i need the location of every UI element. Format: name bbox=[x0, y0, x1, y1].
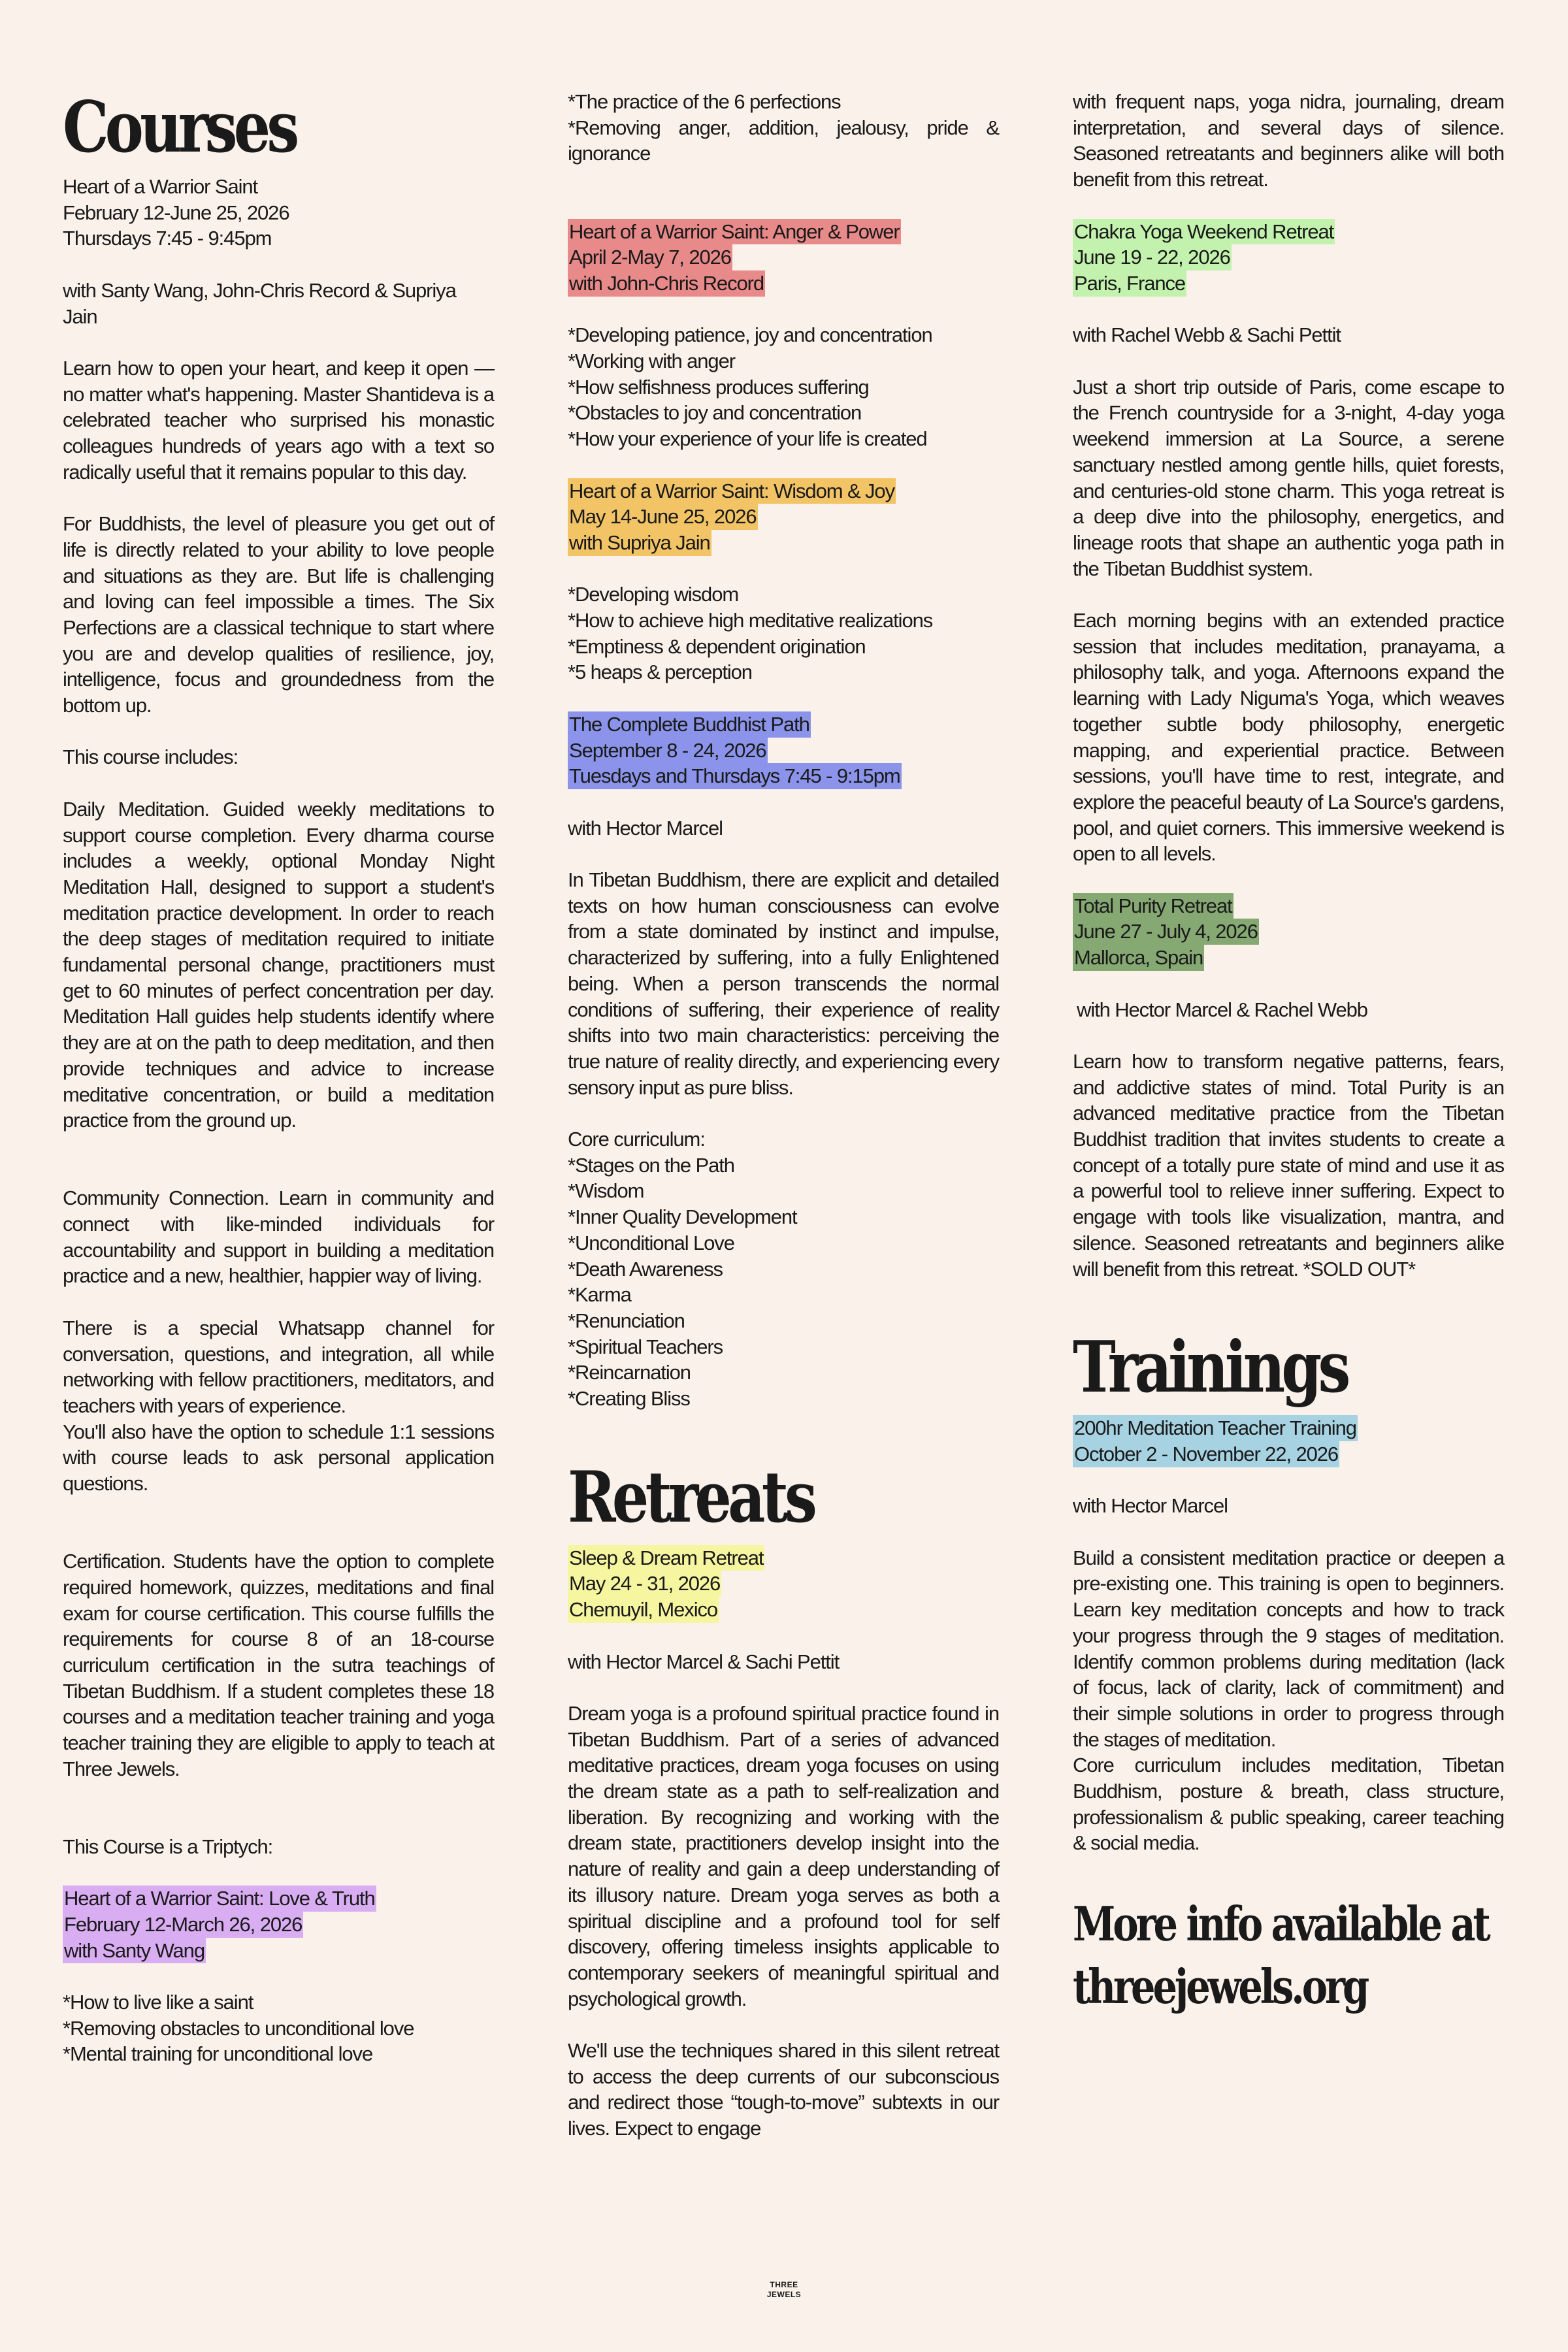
more-info-line-1: More info available at bbox=[1073, 1896, 1488, 1952]
trainings-heading: Trainings bbox=[1073, 1326, 1347, 1409]
sleep-dream-description-1: Dream yoga is a profound spiritual practice found in Tibetan Buddhism. Part of a series of advanced meditative practices, dream yoga focuses on using the dream state as a path to self-realization and liberation. By recognizing and working with the dream state, practitioners develop insight into the nature of reality and gain a deep understanding of its illusory nature. Dream yoga serves as both a spiritual discipline and a profound tool for self discovery, offering timeless insights applicable to contemporary seekers of meaningful spiritual and psychological growth. bbox=[568, 1701, 999, 2010]
list-item: *Unconditional Love bbox=[568, 1231, 734, 1254]
triptych-label: This Course is a Triptych: bbox=[63, 1835, 273, 1858]
total-purity-dates: June 27 - July 4, 2026 bbox=[1073, 919, 1259, 945]
list-item: *Reincarnation bbox=[568, 1361, 691, 1384]
list-item: *Emptiness & dependent origination bbox=[568, 634, 866, 658]
anger-power-title: Heart of a Warrior Saint: Anger & Power bbox=[568, 219, 901, 245]
buddhist-path-description: In Tibetan Buddhism, there are explicit and detailed texts on how human consciousness can evolve from a state dominated by instinct and impulse, characterized by suffering, into a fully Enlightened being. When a person transcends the normal conditions of suffering, their experience of reality shifts into two main characteristics: perceiving the true nature of reality directly, and experiencing every sensory input as pure bliss. bbox=[568, 868, 999, 1099]
sessions-text: You'll also have the option to schedule 1:1 sessions with course leads to ask personal application questions. bbox=[63, 1420, 494, 1495]
anger-power-header bbox=[568, 219, 999, 297]
total-purity-teachers: with Hector Marcel & Rachel Webb bbox=[1077, 998, 1367, 1021]
logo-line-1: THREE bbox=[770, 2280, 798, 2289]
wisdom-joy-list bbox=[568, 581, 999, 685]
total-purity-description: Learn how to transform negative patterns, fears, and addictive states of mind. Total Purity is an advanced meditative practice from the Tibetan Buddhist tradition that invites students to create a concept of a totally pure state of mind and use it as a powerful tool to relieve inner suffering. Expect to engage with tools like visualization, mantra, and silence. Seasoned retreatants and beginners alike will benefit from this retreat. *SOLD OUT* bbox=[1073, 1049, 1504, 1281]
total-purity-header bbox=[1073, 893, 1504, 971]
sleep-dream-location: Chemuyil, Mexico bbox=[568, 1597, 719, 1623]
whatsapp-text: There is a special Whatsapp channel for conversation, questions, and integration, all while networking with fellow practitioners, meditators, and teachers with years of experience. bbox=[63, 1316, 494, 1417]
three-jewels-logo bbox=[764, 2280, 804, 2300]
buddhist-path-title: The Complete Buddhist Path bbox=[568, 711, 811, 738]
column-middle bbox=[568, 89, 999, 2142]
wisdom-joy-teacher: with Supriya Jain bbox=[568, 530, 711, 556]
buddhist-path-dates: September 8 - 24, 2026 bbox=[568, 738, 768, 764]
chakra-yoga-header bbox=[1073, 219, 1504, 297]
list-item: *How selfishness produces suffering bbox=[568, 375, 869, 399]
course-intro-2: For Buddhists, the level of pleasure you get out of life is directly related to your ability to love people and situations as they are. But life is challenging and loving can feel impossible a times. The Six Perfections are a classical technique to start where you are and develop qualities of resilience, joy, intelligence, focus and groundedness from the bottom up. bbox=[63, 512, 494, 717]
course-dates: February 12-June 25, 2026 bbox=[63, 201, 289, 224]
chakra-yoga-title: Chakra Yoga Weekend Retreat bbox=[1073, 219, 1335, 245]
more-info-link[interactable]: threejewels.org bbox=[1073, 1959, 1367, 2015]
core-curriculum-list bbox=[568, 1152, 999, 1412]
chakra-yoga-dates: June 19 - 22, 2026 bbox=[1073, 244, 1232, 270]
teacher-training-teacher: with Hector Marcel bbox=[1073, 1494, 1228, 1518]
list-item: *Removing anger, addition, jealousy, pride & ignorance bbox=[568, 116, 999, 165]
course-header bbox=[63, 174, 494, 252]
list-item: *The practice of the 6 perfections bbox=[568, 90, 841, 113]
course-times: Thursdays 7:45 - 9:45pm bbox=[63, 227, 272, 250]
list-item: *Developing patience, joy and concentration bbox=[568, 323, 932, 347]
buddhist-path-teacher: with Hector Marcel bbox=[568, 816, 723, 840]
buddhist-path-times: Tuesdays and Thursdays 7:45 - 9:15pm bbox=[568, 763, 902, 789]
love-truth-list bbox=[63, 1989, 494, 2067]
list-item: *How to live like a saint bbox=[63, 1991, 253, 2014]
list-item: *Obstacles to joy and concentration bbox=[568, 401, 862, 425]
sleep-dream-description-2: We'll use the techniques shared in this silent retreat to access the deep currents of our subconscious and redirect those “tough-to-move” subtexts in our lives. Expect to engage bbox=[568, 2039, 999, 2140]
list-item: *Wisdom bbox=[568, 1179, 644, 1203]
list-item: *Karma bbox=[568, 1283, 631, 1307]
chakra-yoga-location: Paris, France bbox=[1073, 270, 1186, 297]
list-item: *Removing obstacles to unconditional love bbox=[63, 2016, 414, 2040]
total-purity-title: Total Purity Retreat bbox=[1073, 893, 1233, 919]
love-truth-list-cont bbox=[568, 89, 999, 167]
teacher-training-description-1: Build a consistent meditation practice or deepen a pre-existing one. This training is open to beginners. Learn key meditation concepts and how to track your progress through the 9 stages of meditation. Identify common problems during meditation (lack of focus, lack of clarity, lack of commitment) and their simple solutions in order to progress through the stages of meditation. bbox=[1073, 1546, 1504, 1751]
list-item: *5 heaps & perception bbox=[568, 661, 752, 684]
chakra-yoga-description-2: Each morning begins with an extended practice session that includes meditation, pranayama, a philosophy talk, and yoga. Afternoons expand the learning with Lady Niguma's Yoga, which weaves together subtle body philosophy, energetic mapping, and experiential practice. Between sessions, you'll have time to rest, integrate, and explore the peaceful beauty of La Source's gardens, pool, and quiet corners. This immersive weekend is open to all levels. bbox=[1073, 609, 1504, 866]
list-item: *Working with anger bbox=[568, 350, 735, 372]
list-item: *Mental training for unconditional love bbox=[63, 2042, 373, 2066]
sleep-dream-title: Sleep & Dream Retreat bbox=[568, 1545, 764, 1571]
certification-text: Certification. Students have the option to complete required homework, quizzes, meditations and final exam for course certification. This course fulfills the requirements for course 8 of an 18-course curriculum certification in the sutra teachings of Tibetan Buddhism. If a student completes these 18 courses and a meditation teacher training and yoga teacher training they are eligible to apply to teach at Three Jewels. bbox=[63, 1550, 494, 1780]
daily-meditation-text: Daily Meditation. Guided weekly meditations to support course completion. Every dharma course includes a weekly, optional Monday Night Meditation Hall, designed to support a student's meditation practice development. In order to reach the deep stages of meditation required to initiate fundamental personal change, practitioners must get to 60 minutes of perfect concentration per day. Meditation Hall guides help students identify where they are at on the path to deep meditation, and then provide techniques and advice to increase meditative concentration, or build a meditation practice from the ground up. bbox=[63, 797, 494, 1132]
sleep-dream-description-cont: with frequent naps, yoga nidra, journaling, dream interpretation, and several days of silence. Seasoned retreatants and beginners alike will both benefit from this retreat. bbox=[1073, 90, 1504, 191]
course-includes-label: This course includes: bbox=[63, 745, 238, 769]
love-truth-dates: February 12-March 26, 2026 bbox=[63, 1912, 303, 1938]
column-courses bbox=[63, 86, 494, 2067]
buddhist-path-header bbox=[568, 711, 999, 789]
anger-power-teacher: with John-Chris Record bbox=[568, 270, 765, 297]
wisdom-joy-header bbox=[568, 478, 999, 556]
list-item: *Death Awareness bbox=[568, 1257, 723, 1281]
wisdom-joy-dates: May 14-June 25, 2026 bbox=[568, 504, 758, 530]
courses-heading: Courses bbox=[63, 86, 296, 169]
course-title: Heart of a Warrior Saint bbox=[63, 175, 258, 198]
core-curriculum-label: Core curriculum: bbox=[568, 1128, 705, 1151]
teacher-training-header bbox=[1073, 1415, 1504, 1467]
teacher-training-description-2: Core curriculum includes meditation, Tibetan Buddhism, posture & breath, class structure, professionalism & public speaking, career teaching & social media. bbox=[1073, 1754, 1504, 1855]
teacher-training-title: 200hr Meditation Teacher Training bbox=[1073, 1415, 1358, 1441]
list-item: *Spiritual Teachers bbox=[568, 1335, 723, 1358]
love-truth-title: Heart of a Warrior Saint: Love & Truth bbox=[63, 1886, 376, 1912]
course-intro-1: Learn how to open your heart, and keep it open — no matter what's happening. Master Shantideva is a celebrated teacher who surprised his monastic colleagues hundreds of years ago with a text so radically useful that it remains popular to this day. bbox=[63, 356, 494, 483]
course-teachers: with Santy Wang, John-Chris Record & Supriya Jain bbox=[63, 278, 456, 328]
list-item: *How to achieve high meditative realizations bbox=[568, 609, 933, 632]
list-item: *Developing wisdom bbox=[568, 583, 739, 606]
anger-power-dates: April 2-May 7, 2026 bbox=[568, 244, 732, 270]
love-truth-teacher: with Santy Wang bbox=[63, 1938, 206, 1964]
sleep-dream-header bbox=[568, 1545, 999, 1623]
list-item: *Inner Quality Development bbox=[568, 1205, 797, 1229]
community-text: Community Connection. Learn in community and connect with like-minded individuals for accountability and support in building a meditation practice and a new, healthier, happier way of living. bbox=[63, 1186, 494, 1288]
list-item: *Creating Bliss bbox=[568, 1387, 690, 1411]
list-item: *Renunciation bbox=[568, 1309, 685, 1332]
total-purity-location: Mallorca, Spain bbox=[1073, 945, 1204, 971]
retreats-heading: Retreats bbox=[568, 1456, 814, 1539]
logo-line-2: JEWELS bbox=[766, 2290, 802, 2299]
chakra-yoga-teachers: with Rachel Webb & Sachi Pettit bbox=[1073, 323, 1341, 347]
chakra-yoga-description-1: Just a short trip outside of Paris, come escape to the French countryside for a 3-night, 4-day yoga weekend immersion at La Source, a serene sanctuary nestled among gentle hills, quiet forests, and centuries-old stone charm. This yoga retreat is a deep dive into the philosophy, energetics, and lineage roots that shape an authentic yoga path in the Tibetan Buddhist system. bbox=[1073, 375, 1504, 580]
sleep-dream-dates: May 24 - 31, 2026 bbox=[568, 1571, 721, 1597]
sleep-dream-teachers: with Hector Marcel & Sachi Pettit bbox=[568, 1650, 840, 1673]
anger-power-list bbox=[568, 322, 999, 452]
list-item: *How your experience of your life is created bbox=[568, 427, 927, 451]
column-right bbox=[1073, 89, 1504, 2018]
love-truth-header bbox=[63, 1886, 494, 1963]
wisdom-joy-title: Heart of a Warrior Saint: Wisdom & Joy bbox=[568, 478, 896, 504]
list-item: *Stages on the Path bbox=[568, 1153, 734, 1177]
teacher-training-dates: October 2 - November 22, 2026 bbox=[1073, 1441, 1339, 1467]
